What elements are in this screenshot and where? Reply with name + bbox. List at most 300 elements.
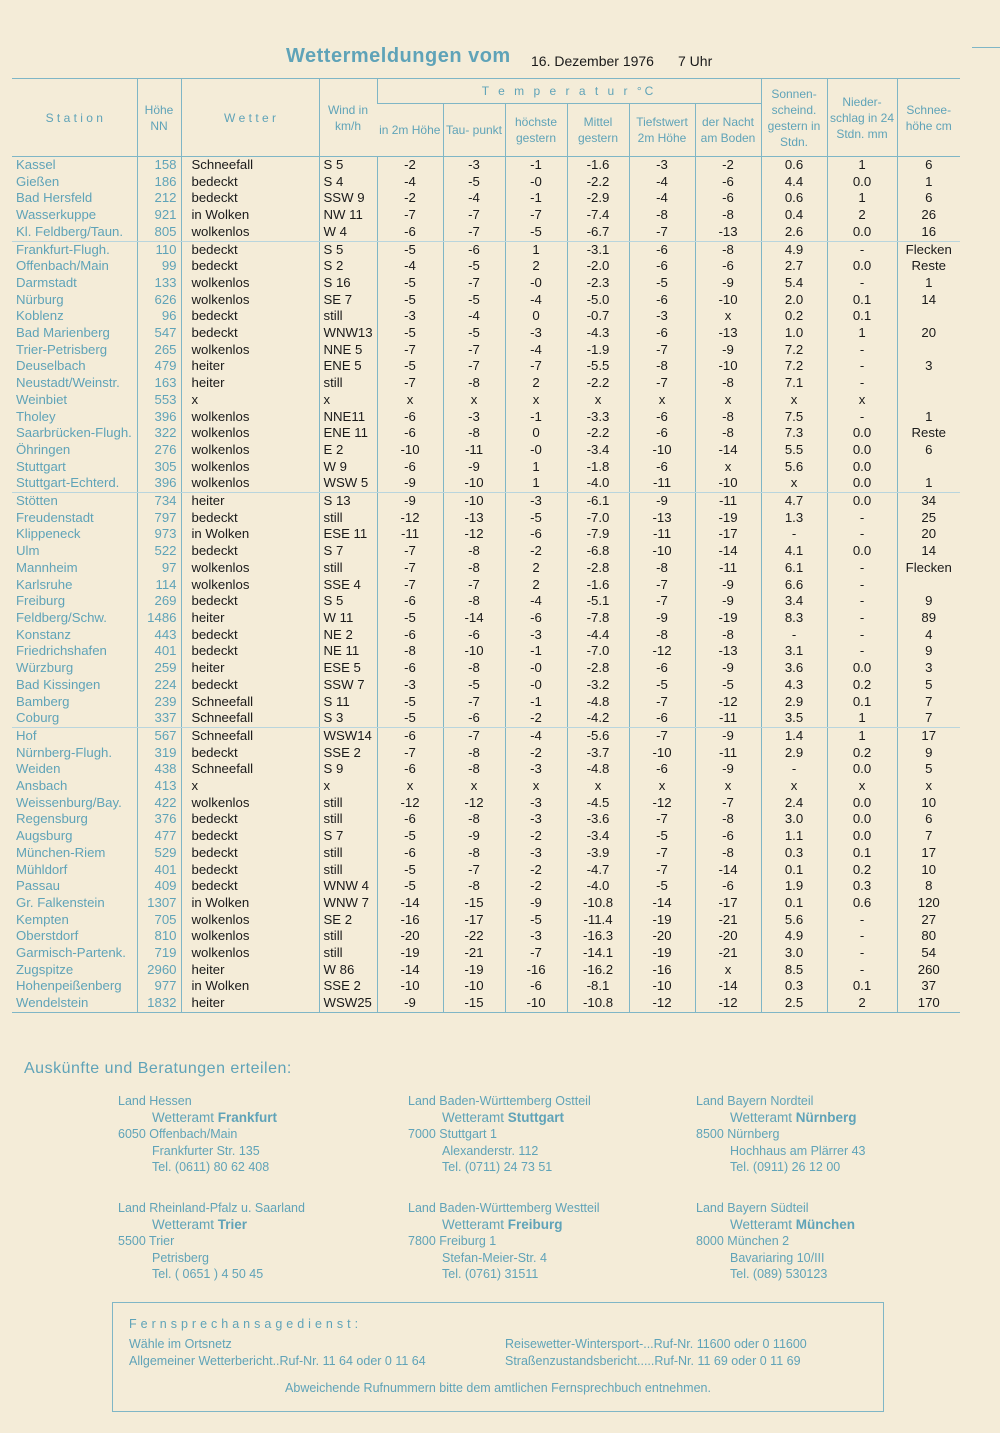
cell-mittel: -4.3 (567, 325, 629, 342)
office-amt: Wetteramt (730, 1216, 793, 1232)
cell-hoehe: 529 (137, 845, 181, 862)
cell-sonne: 2.9 (761, 745, 827, 762)
cell-station: Kassel (16, 157, 56, 172)
cell-sonne: 5.5 (761, 442, 827, 459)
office-tel: Tel. (0711) 24 73 51 (442, 1160, 553, 1174)
cell-hoechste: -3 (505, 627, 567, 644)
cell-mittel: -5.6 (567, 727, 629, 744)
cell-hoehe: 409 (137, 878, 181, 895)
cell-sonne: - (761, 627, 827, 644)
cell-mittel: -16.2 (567, 962, 629, 979)
cell-mittel: -0.7 (567, 308, 629, 325)
cell-t2m: -7 (377, 577, 443, 594)
office-tel: Tel. (0911) 26 12 00 (730, 1160, 841, 1174)
cell-station: Bad Kissingen (16, 676, 101, 692)
cell-hoehe: 396 (137, 409, 181, 426)
cell-nacht: -10 (695, 292, 761, 309)
table-row (12, 459, 960, 476)
cell-schnee: 1 (897, 174, 960, 191)
cell-wetter: in Wolken (181, 207, 319, 224)
cell-wind: still (319, 308, 377, 325)
cell-taupunkt: -7 (443, 207, 505, 224)
cell-wind: S 11 (319, 694, 377, 711)
table-row (12, 978, 960, 995)
cell-hoehe: 163 (137, 375, 181, 392)
table-row (12, 526, 960, 543)
table-row (12, 845, 960, 862)
cell-wetter: in Wolken (181, 895, 319, 912)
cell-schnee: 20 (897, 526, 960, 543)
table-row (12, 895, 960, 912)
cell-wind: S 5 (319, 157, 377, 174)
cell-station: Öhringen (16, 441, 71, 457)
cell-taupunkt: -7 (443, 727, 505, 744)
cell-hoechste: 2 (505, 577, 567, 594)
cell-sonne: 0.1 (761, 862, 827, 879)
cell-nacht: -13 (695, 643, 761, 660)
cell-hoehe: 626 (137, 292, 181, 309)
cell-wind: still (319, 862, 377, 879)
cell-mittel: -16.3 (567, 928, 629, 945)
cell-niederschlag: 0.0 (827, 475, 897, 492)
cell-t2m: -5 (377, 710, 443, 727)
cell-nacht: -8 (695, 409, 761, 426)
cell-tiefstwert: -5 (629, 828, 695, 845)
office-freiburg (408, 1200, 688, 1283)
cell-sonne: 3.0 (761, 945, 827, 962)
cell-taupunkt: -6 (443, 627, 505, 644)
cell-hoehe: 186 (137, 174, 181, 191)
cell-taupunkt: -8 (443, 375, 505, 392)
cell-t2m: -11 (377, 526, 443, 543)
cell-mittel: -7.0 (567, 510, 629, 527)
cell-station: Wasserkuppe (16, 207, 97, 223)
cell-hoehe: 401 (137, 643, 181, 660)
cell-station: Wendelstein (12, 995, 137, 1012)
cell-wind: WSW 5 (319, 475, 377, 492)
cell-t2m: -3 (377, 677, 443, 694)
cell-wind: still (319, 811, 377, 828)
cell-sonne: 4.4 (761, 174, 827, 191)
cell-wind: SSW 9 (319, 190, 377, 207)
cell-tiefstwert: -4 (629, 190, 695, 207)
phone-left-1: Wähle im Ortsnetz (129, 1337, 232, 1351)
cell-schnee: 80 (897, 928, 960, 945)
cell-hoehe: 705 (137, 912, 181, 929)
cell-nacht: -10 (695, 475, 761, 492)
cell-nacht: x (695, 392, 761, 409)
table-row (12, 627, 960, 644)
office-city: Trier (217, 1216, 248, 1232)
cell-tiefstwert: -11 (629, 526, 695, 543)
table-header (12, 79, 960, 157)
cell-niederschlag: - (827, 962, 897, 979)
cell-hoehe: 114 (137, 577, 181, 594)
cell-hoechste: -3 (505, 325, 567, 342)
cell-station: Passau (16, 878, 60, 894)
report-hour: 7 Uhr (678, 53, 713, 69)
cell-hoechste: -3 (505, 811, 567, 828)
cell-tiefstwert: -3 (629, 157, 695, 174)
cell-wind: NE 11 (319, 643, 377, 660)
cell-tiefstwert: -7 (629, 845, 695, 862)
cell-taupunkt: -13 (443, 510, 505, 527)
cell-wind: still (319, 945, 377, 962)
cell-nacht: -11 (695, 560, 761, 577)
table-row (12, 745, 960, 762)
cell-wetter: bedeckt (181, 627, 319, 644)
cell-taupunkt: -8 (443, 660, 505, 677)
cell-t2m: -5 (377, 862, 443, 879)
cell-tiefstwert: -7 (629, 224, 695, 241)
cell-taupunkt: -12 (443, 795, 505, 812)
cell-hoehe: 479 (137, 358, 181, 375)
cell-mittel: -3.6 (567, 811, 629, 828)
cell-schnee: 54 (897, 945, 960, 962)
cell-tiefstwert: -14 (629, 895, 695, 912)
cell-t2m: -10 (377, 442, 443, 459)
cell-tiefstwert: -10 (629, 543, 695, 560)
table-body (12, 157, 960, 1013)
cell-hoechste: 0 (505, 308, 567, 325)
cell-station: Mühldorf (16, 861, 68, 877)
cell-taupunkt: -7 (443, 694, 505, 711)
cell-wind: E 2 (319, 442, 377, 459)
cell-tiefstwert: x (629, 778, 695, 795)
cell-mittel: -3.2 (567, 677, 629, 694)
cell-wind: W 4 (319, 224, 377, 241)
cell-wetter: bedeckt (181, 258, 319, 275)
cell-schnee: Flecken (897, 241, 960, 258)
cell-taupunkt: x (443, 778, 505, 795)
cell-wind: S 3 (319, 710, 377, 727)
cell-nacht: -8 (695, 425, 761, 442)
cell-taupunkt: -19 (443, 962, 505, 979)
cell-taupunkt: -8 (443, 878, 505, 895)
cell-hoechste: -4 (505, 727, 567, 744)
cell-schnee: 27 (897, 912, 960, 929)
cell-nacht: -9 (695, 761, 761, 778)
cell-nacht: -9 (695, 727, 761, 744)
cell-wetter: wolkenlos (181, 224, 319, 241)
cell-sonne: 4.9 (761, 928, 827, 945)
cell-wetter: wolkenlos (181, 795, 319, 812)
cell-station: Frankfurt-Flugh. (16, 241, 110, 257)
cell-station: Mannheim (16, 559, 78, 575)
cell-wind: W 11 (319, 610, 377, 627)
cell-station: Hohenpeißenberg (16, 978, 122, 994)
office-city: Stuttgart (507, 1109, 565, 1125)
table-row (12, 694, 960, 711)
cell-hoehe: 337 (137, 710, 181, 727)
cell-tiefstwert: -10 (629, 442, 695, 459)
cell-station: Koblenz (16, 308, 64, 324)
cell-hoechste: -2 (505, 862, 567, 879)
cell-t2m: -16 (377, 912, 443, 929)
cell-wind: still (319, 795, 377, 812)
cell-taupunkt: -10 (443, 493, 505, 510)
cell-mittel: x (567, 392, 629, 409)
cell-wetter: bedeckt (181, 878, 319, 895)
table-row (12, 727, 960, 744)
table-row (12, 577, 960, 594)
cell-wetter: Schneefall (181, 710, 319, 727)
cell-schnee: 34 (897, 493, 960, 510)
cell-sonne: 2.6 (761, 224, 827, 241)
cell-station: Regensburg (16, 811, 88, 827)
col-nacht: der Nacht am Boden (695, 104, 761, 157)
cell-schnee: 7 (897, 828, 960, 845)
cell-hoehe: 110 (137, 241, 181, 258)
cell-hoehe: 921 (137, 207, 181, 224)
cell-hoechste: -5 (505, 224, 567, 241)
cell-sonne: 1.1 (761, 828, 827, 845)
cell-wetter: wolkenlos (181, 928, 319, 945)
cell-sonne: 0.2 (761, 308, 827, 325)
cell-schnee: Flecken (897, 560, 960, 577)
table-row (12, 241, 960, 258)
cell-taupunkt: -4 (443, 308, 505, 325)
cell-taupunkt: -17 (443, 912, 505, 929)
cell-sonne: 0.1 (761, 895, 827, 912)
cell-wetter: bedeckt (181, 174, 319, 191)
cell-niederschlag: 2 (827, 995, 897, 1012)
cell-taupunkt: -8 (443, 425, 505, 442)
cell-taupunkt: -7 (443, 862, 505, 879)
office-name (408, 1217, 688, 1234)
cell-taupunkt: -7 (443, 342, 505, 359)
cell-hoechste: -3 (505, 845, 567, 862)
cell-schnee: x (897, 778, 960, 795)
cell-tiefstwert: -7 (629, 694, 695, 711)
cell-wind: SSW 7 (319, 677, 377, 694)
cell-t2m: -14 (377, 962, 443, 979)
office-addr2: Bavariaring 10/III (730, 1250, 825, 1265)
table-row (12, 392, 960, 409)
cell-tiefstwert: -7 (629, 727, 695, 744)
cell-hoechste: -4 (505, 593, 567, 610)
cell-tiefstwert: -7 (629, 862, 695, 879)
cell-schnee: 14 (897, 543, 960, 560)
cell-mittel: -2.2 (567, 425, 629, 442)
cell-hoechste: -2 (505, 828, 567, 845)
cell-wetter: bedeckt (181, 643, 319, 660)
cell-mittel: -1.9 (567, 342, 629, 359)
col-wind: Wind in km/h (319, 79, 377, 157)
phone-service-box (112, 1302, 884, 1412)
cell-t2m: -5 (377, 241, 443, 258)
table-row (12, 710, 960, 727)
cell-mittel: -5.0 (567, 292, 629, 309)
cell-taupunkt: -8 (443, 593, 505, 610)
cell-mittel: -2.2 (567, 375, 629, 392)
cell-taupunkt: -10 (443, 978, 505, 995)
col-schnee: Schnee- höhe cm (897, 79, 960, 157)
cell-station: Feldberg/Schw. (16, 609, 107, 625)
cell-niederschlag: 1 (827, 190, 897, 207)
cell-mittel: -4.4 (567, 627, 629, 644)
cell-schnee: 9 (897, 593, 960, 610)
cell-wind: ESE 5 (319, 660, 377, 677)
cell-niederschlag: 0.0 (827, 543, 897, 560)
cell-mittel: -3.4 (567, 828, 629, 845)
cell-niederschlag: 0.1 (827, 978, 897, 995)
cell-nacht: -6 (695, 190, 761, 207)
table-row (12, 409, 960, 426)
cell-station: Ansbach (16, 778, 68, 794)
cell-niederschlag: 0.0 (827, 258, 897, 275)
cell-t2m: -7 (377, 745, 443, 762)
cell-wetter: heiter (181, 493, 319, 510)
cell-hoechste: 1 (505, 475, 567, 492)
cell-t2m: -9 (377, 475, 443, 492)
office-addr2: Petrisberg (152, 1250, 209, 1265)
cell-nacht: -12 (695, 995, 761, 1012)
cell-hoehe: 438 (137, 761, 181, 778)
cell-station: Stötten (16, 493, 58, 509)
cell-hoechste: -7 (505, 358, 567, 375)
cell-sonne: 6.1 (761, 560, 827, 577)
office-amt: Wetteramt (730, 1109, 793, 1125)
table-row (12, 828, 960, 845)
cell-nacht: -17 (695, 526, 761, 543)
cell-nacht: -8 (695, 375, 761, 392)
cell-t2m: -5 (377, 878, 443, 895)
cell-taupunkt: -5 (443, 677, 505, 694)
cell-niederschlag: - (827, 928, 897, 945)
cell-tiefstwert: -19 (629, 912, 695, 929)
cell-wetter: bedeckt (181, 325, 319, 342)
cell-station: Ulm (16, 543, 40, 559)
cell-niederschlag: - (827, 945, 897, 962)
office-amt: Wetteramt (152, 1216, 215, 1232)
cell-nacht: -6 (695, 828, 761, 845)
cell-niederschlag: 0.1 (827, 308, 897, 325)
cell-taupunkt: -7 (443, 358, 505, 375)
cell-hoechste: -5 (505, 510, 567, 527)
cell-niederschlag: x (827, 392, 897, 409)
cell-hoehe: 376 (137, 811, 181, 828)
cell-niederschlag: 0.0 (827, 795, 897, 812)
table-row (12, 275, 960, 292)
cell-wind: still (319, 375, 377, 392)
cell-sonne: 2.0 (761, 292, 827, 309)
page-title: Wettermeldungen vom (286, 45, 511, 67)
cell-tiefstwert: -16 (629, 962, 695, 979)
cell-station: Kempten (16, 911, 69, 927)
cell-niederschlag: 1 (827, 727, 897, 744)
cell-hoehe: 734 (137, 493, 181, 510)
cell-sonne: 0.6 (761, 190, 827, 207)
cell-sonne: 5.6 (761, 912, 827, 929)
cell-hoechste: -16 (505, 962, 567, 979)
cell-hoehe: 269 (137, 593, 181, 610)
cell-wind: S 5 (319, 241, 377, 258)
cell-mittel: -7.9 (567, 526, 629, 543)
cell-wind: SE 7 (319, 292, 377, 309)
table-row (12, 795, 960, 812)
cell-hoehe: 805 (137, 224, 181, 241)
cell-schnee: 170 (897, 995, 960, 1012)
cell-hoehe: 133 (137, 275, 181, 292)
cell-t2m: -6 (377, 627, 443, 644)
cell-taupunkt: -5 (443, 325, 505, 342)
cell-wetter: Schneefall (181, 761, 319, 778)
cell-hoehe: 224 (137, 677, 181, 694)
cell-hoechste: -1 (505, 694, 567, 711)
cell-t2m: -14 (377, 895, 443, 912)
cell-tiefstwert: -9 (629, 610, 695, 627)
cell-sonne: 7.1 (761, 375, 827, 392)
cell-hoechste: -6 (505, 610, 567, 627)
cell-t2m: -5 (377, 292, 443, 309)
cell-wetter: Schneefall (181, 727, 319, 744)
cell-niederschlag: 0.2 (827, 862, 897, 879)
cell-t2m: -10 (377, 978, 443, 995)
cell-sonne: 6.6 (761, 577, 827, 594)
cell-sonne: 7.2 (761, 342, 827, 359)
cell-tiefstwert: -8 (629, 358, 695, 375)
cell-mittel: -11.4 (567, 912, 629, 929)
cell-mittel: -14.1 (567, 945, 629, 962)
cell-tiefstwert: -8 (629, 207, 695, 224)
cell-taupunkt: -22 (443, 928, 505, 945)
cell-niederschlag: - (827, 275, 897, 292)
table-row (12, 358, 960, 375)
cell-schnee: 89 (897, 610, 960, 627)
cell-wetter: bedeckt (181, 510, 319, 527)
cell-t2m: -3 (377, 308, 443, 325)
cell-wetter: in Wolken (181, 526, 319, 543)
cell-schnee: 3 (897, 358, 960, 375)
table-row (12, 342, 960, 359)
cell-hoehe: 477 (137, 828, 181, 845)
cell-tiefstwert: -8 (629, 560, 695, 577)
table-row (12, 543, 960, 560)
cell-station: Saarbrücken-Flugh. (16, 425, 132, 441)
cell-tiefstwert: -12 (629, 995, 695, 1012)
cell-hoehe: 265 (137, 342, 181, 359)
cell-mittel: -5.1 (567, 593, 629, 610)
cell-station: Gießen (16, 173, 60, 189)
col-mittel: Mittel gestern (567, 104, 629, 157)
cell-wetter: wolkenlos (181, 459, 319, 476)
office-land: Land Bayern Südteil (696, 1201, 809, 1215)
table-row (12, 157, 960, 174)
table-row (12, 660, 960, 677)
cell-taupunkt: -7 (443, 275, 505, 292)
table-row (12, 425, 960, 442)
cell-hoehe: 99 (137, 258, 181, 275)
cell-mittel: -4.2 (567, 710, 629, 727)
cell-niederschlag: 1 (827, 710, 897, 727)
cell-niederschlag: 0.0 (827, 174, 897, 191)
table-row (12, 292, 960, 309)
cell-station: Freudenstadt (16, 509, 94, 525)
cell-taupunkt: -3 (443, 157, 505, 174)
cell-sonne: 0.6 (761, 157, 827, 174)
cell-nacht: -6 (695, 174, 761, 191)
cell-niederschlag: - (827, 342, 897, 359)
cell-station: Gr. Falkenstein (16, 894, 105, 910)
cell-t2m: -6 (377, 660, 443, 677)
cell-schnee: 1 (897, 275, 960, 292)
cell-nacht: -7 (695, 795, 761, 812)
cell-schnee (897, 459, 960, 476)
cell-hoechste: x (505, 778, 567, 795)
office-land: Land Rheinland-Pfalz u. Saarland (118, 1201, 305, 1215)
cell-wetter: heiter (181, 610, 319, 627)
